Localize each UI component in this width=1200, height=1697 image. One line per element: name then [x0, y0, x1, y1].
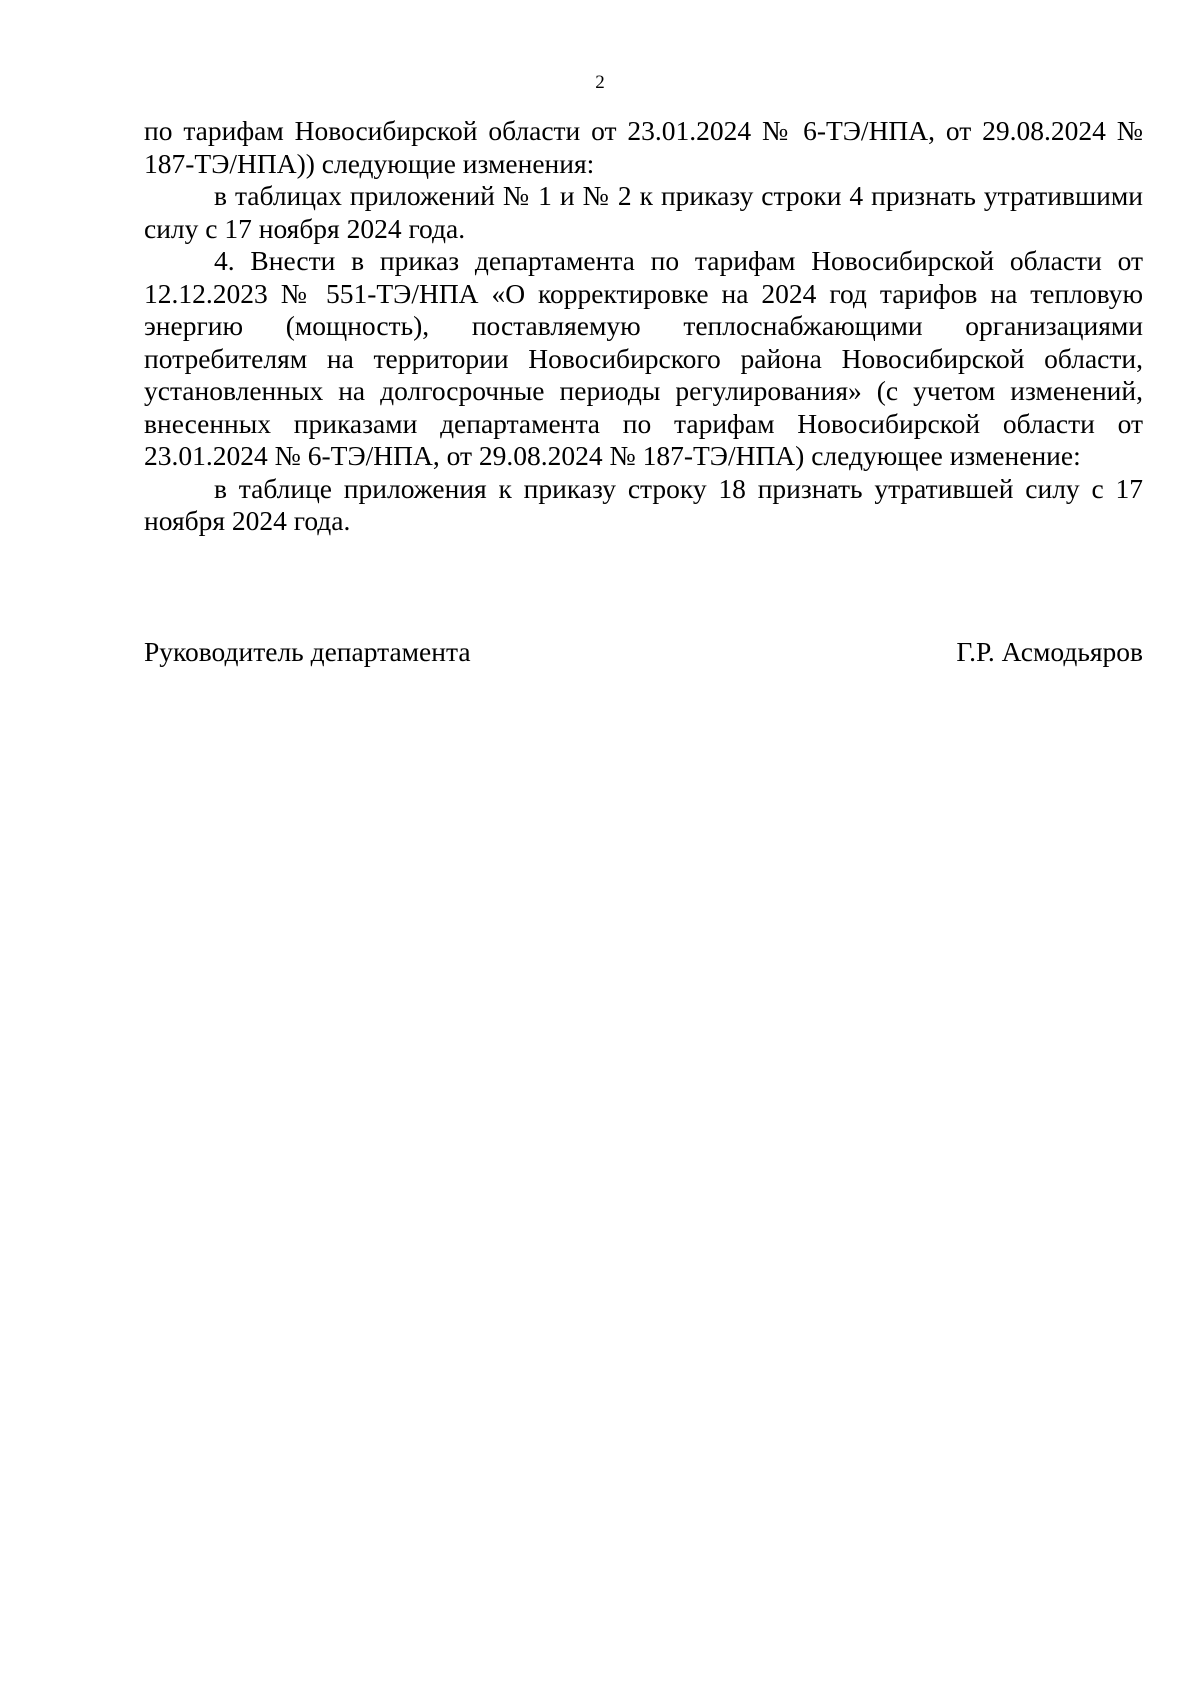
signatory-name: Г.Р. Асмодьяров — [956, 636, 1143, 667]
paragraph-item-4: 4. Внести в приказ департамента по тарифам Новосибирской области от 12.12.2023 № 551-ТЭ/НПА «О корректировке на 2024 год тарифов на тепловую энергию (мощность), поставляемую теплоснабжающими организациями потребителям на территории Новосибирского района Новосибирской области, установленных на долгосрочные периоды регулирования» (с учетом изменений, внесенных приказами департамента по тарифам Новосибирской области от 23.01.2024 № 6-ТЭ/НПА, от 29.08.2024 № 187-ТЭ/НПА) следующее изменение: — [144, 245, 1143, 471]
paragraph-tables-amendment: в таблицах приложений № 1 и № 2 к приказу строки 4 признать утратившими силу с 17 ноября 2024 года. — [144, 180, 1143, 244]
document-body — [144, 115, 1143, 538]
page-number: 2 — [595, 72, 605, 93]
signatory-title: Руководитель департамента — [144, 636, 471, 667]
paragraph-table-row-18: в таблице приложения к приказу строку 18 признать утратившей силу с 17 ноября 2024 года. — [144, 472, 1143, 536]
paragraph-continuation: по тарифам Новосибирской области от 23.01.2024 № 6-ТЭ/НПА, от 29.08.2024 № 187-ТЭ/НПА)) следующие изменения: — [144, 115, 1143, 179]
